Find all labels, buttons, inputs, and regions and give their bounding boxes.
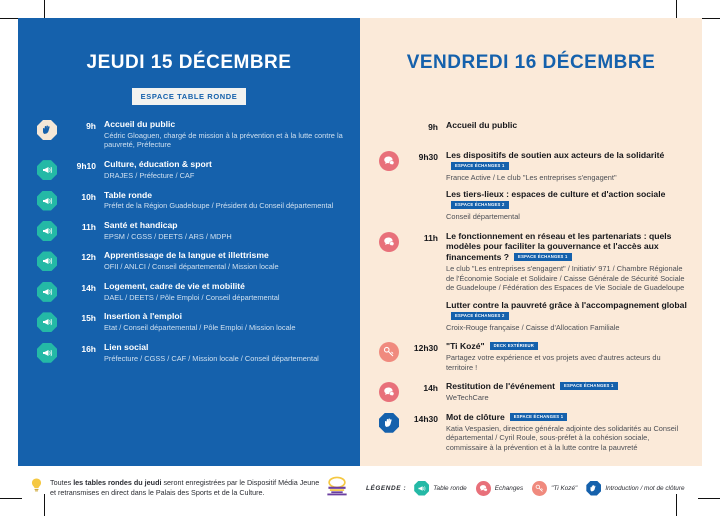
legend-item — [414, 481, 467, 496]
speech-bubbles-icon — [379, 382, 399, 402]
page-title-thursday: JEUDI 15 DÉCEMBRE — [86, 52, 292, 73]
schedule-row[interactable] — [18, 159, 360, 180]
schedule-row-time: 9h30 — [418, 152, 438, 162]
schedule-event-subtitle: WeTechCare — [446, 393, 489, 403]
megaphone-icon — [37, 221, 57, 241]
legend-item — [586, 481, 684, 496]
footer — [18, 466, 702, 510]
schedule-event-subtitle: Conseil départemental — [446, 211, 520, 221]
schedule-row-time: 11h — [81, 221, 96, 232]
stadium-icon — [326, 476, 348, 501]
schedule-row-body — [446, 341, 688, 372]
footer-note-block — [18, 476, 360, 501]
schedule-event — [446, 341, 688, 372]
schedule-event-subtitle: Croix-Rouge française / Caisse d'Allocation Familiale — [446, 322, 620, 332]
schedule-event-title: Santé et handicap — [104, 219, 178, 230]
schedule-event-subtitle: DRAJES / Préfecture / CAF — [104, 170, 195, 180]
schedule-row[interactable] — [18, 342, 360, 363]
schedule-event — [446, 231, 688, 293]
schedule-row[interactable] — [360, 231, 702, 333]
chat-key-icon — [379, 342, 399, 362]
schedule-row-time: 16h — [81, 343, 96, 354]
schedule-event — [104, 220, 346, 241]
schedule-event — [446, 381, 688, 402]
schedule-list-friday — [360, 120, 702, 452]
schedule-event — [104, 342, 346, 363]
schedule-row-time: 9h — [428, 122, 438, 132]
schedule-row[interactable] — [18, 311, 360, 332]
schedule-row-icon — [32, 159, 62, 180]
schedule-row-time: 14h — [423, 383, 438, 394]
megaphone-icon — [37, 343, 57, 363]
schedule-event — [104, 159, 346, 180]
room-tag-badge: ESPACE ÉCHANGES 1 — [514, 253, 572, 261]
schedule-row[interactable] — [360, 120, 702, 141]
hand-clap-icon — [586, 481, 601, 496]
schedule-row-icon — [32, 190, 62, 211]
legend-label: LÉGENDE : — [366, 484, 407, 492]
schedule-list-thursday — [18, 119, 360, 363]
schedule-row-body — [446, 150, 688, 222]
megaphone-icon — [37, 282, 57, 302]
schedule-event-subtitle: France Active / Le club "Les entreprises s'engagent" — [446, 172, 617, 182]
legend-item-label: "Ti Kozé" — [551, 484, 578, 492]
schedule-event-title: Mot de clôture ESPACE ÉCHANGES 1 — [446, 412, 688, 423]
schedule-row-time: 11h — [423, 232, 438, 243]
schedule-row-time: 12h30 — [413, 343, 438, 354]
schedule-row[interactable] — [360, 341, 702, 372]
schedule-event-subtitle: Préfecture / CGSS / CAF / Mission locale / Conseil départemental — [104, 353, 319, 363]
day-column-friday — [360, 18, 702, 466]
legend-block — [360, 481, 702, 496]
schedule-event-title: Lutter contre la pauvreté grâce à l'accompagnement globalESPACE ÉCHANGES 2 — [446, 300, 688, 322]
schedule-row-icon — [32, 220, 62, 241]
schedule-event-subtitle: Préfet de la Région Guadeloupe / Président du Conseil départemental — [104, 201, 334, 211]
schedule-row-body — [446, 412, 688, 453]
schedule-row-icon — [32, 281, 62, 302]
schedule-event-title: Logement, cadre de vie et mobilité — [104, 280, 245, 291]
schedule-row-time: 14h — [81, 282, 96, 293]
footer-note-bold: les tables rondes du jeudi — [73, 477, 162, 487]
schedule-row-icon — [32, 250, 62, 271]
schedule-row[interactable] — [360, 150, 702, 222]
schedule-row-icon — [374, 231, 404, 252]
page-title-friday: VENDREDI 16 DÉCEMBRE — [406, 52, 656, 73]
schedule-row-icon — [374, 120, 404, 141]
room-tag-badge: ESPACE ÉCHANGES 2 — [451, 201, 509, 209]
schedule-event-subtitle: Etat / Conseil départemental / Pôle Emploi / Mission locale — [104, 323, 296, 333]
schedule-event-subtitle: Katia Vespasien, directrice générale adjointe des solidarités au Conseil départemental / Cyril Roule, sous-préfet à la cohésion sociale, commissaire à la prévention et à la lutte contre la pauvreté — [446, 423, 679, 452]
schedule-event-title: Les dispositifs de soutien aux acteurs de la solidaritéESPACE ÉCHANGES 1 — [446, 150, 688, 172]
schedule-event-subtitle: Cédric Gloaguen, chargé de mission à la prévention et à la lutte contre la pauvreté, Préfecture — [104, 130, 343, 150]
schedule-row-icon — [32, 119, 62, 140]
legend-item-label: Introduction / mot de clôture — [605, 484, 685, 492]
schedule-row-icon — [32, 311, 62, 332]
schedule-row-icon — [374, 150, 404, 171]
schedule-row-body — [104, 250, 346, 271]
speech-bubbles-icon — [379, 232, 399, 252]
schedule-event-title: Accueil du public — [104, 119, 176, 129]
schedule-event-title: Insertion à l'emploi — [104, 311, 182, 322]
footer-note-text — [50, 478, 320, 499]
schedule-event — [446, 412, 688, 453]
schedule-row[interactable] — [360, 412, 702, 453]
legend-item — [532, 481, 577, 496]
schedule-event-title: Accueil du public — [446, 120, 518, 130]
room-tag-badge: ESPACE ÉCHANGES 2 — [451, 312, 509, 320]
schedule-event-subtitle: OFII / ANLCI / Conseil départemental / Mission locale — [104, 262, 279, 272]
hand-clap-icon — [37, 120, 57, 140]
speech-bubbles-icon — [476, 481, 491, 496]
schedule-row[interactable] — [18, 250, 360, 271]
schedule-row-body — [104, 342, 346, 363]
schedule-event — [446, 189, 688, 221]
schedule-row-body — [104, 159, 346, 180]
schedule-event-title: "Ti Kozé" DECK EXTÉRIEUR — [446, 341, 688, 352]
schedule-row-body — [104, 190, 346, 211]
schedule-row-icon — [374, 341, 404, 362]
schedule-row[interactable] — [360, 381, 702, 402]
schedule-row-body — [446, 231, 688, 333]
schedule-row-time: 9h10 — [76, 161, 96, 172]
speech-bubbles-icon — [379, 151, 399, 171]
schedule-row-body — [104, 281, 346, 302]
room-tag-badge: DECK EXTÉRIEUR — [490, 342, 539, 350]
schedule-event-title: Apprentissage de la langue et illettrisme — [104, 250, 269, 261]
chat-key-icon — [532, 481, 547, 496]
day-column-thursday — [18, 18, 360, 466]
schedule-event — [446, 150, 688, 182]
schedule-event — [104, 311, 346, 332]
legend-item-label: Table ronde — [433, 484, 467, 492]
megaphone-icon — [414, 481, 429, 496]
hand-clap-icon — [379, 413, 399, 433]
schedule-row[interactable] — [18, 281, 360, 302]
schedule-row[interactable] — [18, 220, 360, 241]
schedule-row-icon — [374, 381, 404, 402]
schedule-row-time: 14h30 — [413, 413, 438, 424]
schedule-event — [104, 281, 346, 302]
schedule-row-time: 9h — [86, 121, 96, 131]
footer-note-prefix: Toutes — [50, 477, 74, 487]
legend-items — [414, 481, 693, 496]
schedule-row-icon — [32, 342, 62, 363]
schedule-row-body — [104, 311, 346, 332]
schedule-row-icon — [374, 412, 404, 433]
schedule-row-body — [446, 381, 688, 402]
megaphone-icon — [37, 191, 57, 211]
schedule-event-subtitle: Le club "Les entreprises s'engagent" / Initiativ' 971 / Chambre Régionale de l'Économie Sociale et Solidaire / Caisse Générale de Sécurité Sociale de Guadeloupe / Fédération des Espaces de Vie Sociale de Guadeloupe — [446, 264, 685, 293]
room-tag-badge: ESPACE ÉCHANGES 1 — [560, 382, 618, 390]
schedule-event-title: Table ronde — [104, 189, 153, 200]
schedule-row-body — [104, 220, 346, 241]
megaphone-icon — [37, 160, 57, 180]
schedule-row-time: 15h — [81, 313, 96, 324]
megaphone-icon — [37, 312, 57, 332]
room-tag-badge: ESPACE ÉCHANGES 1 — [510, 413, 568, 421]
schedule-event-title: Le fonctionnement en réseau et les partenariats : quels modèles pour faciliter la gouvernance et l'accès aux financements ? ESPACE ÉCHANGES 1 — [446, 230, 672, 263]
legend-item — [476, 481, 523, 496]
schedule-row-body — [446, 120, 688, 131]
schedule-row-time: 10h — [81, 191, 96, 202]
room-badge-table-ronde: ESPACE TABLE RONDE — [132, 88, 247, 105]
schedule-event-subtitle: Partagez votre expérience et vos projets avec d'autres acteurs du territoire ! — [446, 353, 661, 372]
megaphone-icon — [37, 251, 57, 271]
schedule-event-title: Restitution de l'événement ESPACE ÉCHANGES 1 — [446, 381, 688, 392]
lightbulb-icon — [30, 478, 43, 498]
schedule-event — [446, 120, 688, 131]
schedule-event — [104, 250, 346, 271]
schedule-event-subtitle: DAEL / DEETS / Pôle Emploi / Conseil départemental — [104, 292, 280, 302]
schedule-row[interactable] — [18, 119, 360, 150]
room-tag-badge: ESPACE ÉCHANGES 1 — [451, 162, 509, 170]
schedule-event-title: Les tiers-lieux : espaces de culture et d'action socialeESPACE ÉCHANGES 2 — [446, 189, 688, 211]
schedule-event — [104, 119, 346, 150]
schedule-row-body — [104, 119, 346, 150]
icon-placeholder — [379, 121, 399, 141]
schedule-event-title: Lien social — [104, 341, 149, 352]
schedule-row[interactable] — [18, 190, 360, 211]
schedule-row-time: 12h — [81, 252, 96, 263]
legend-item-label: Echanges — [494, 484, 524, 492]
schedule-event-title: Culture, éducation & sport — [104, 159, 212, 170]
schedule-event — [104, 190, 346, 211]
schedule-event — [446, 300, 688, 332]
schedule-event-subtitle: EPSM / CGSS / DEETS / ARS / MDPH — [104, 231, 232, 241]
footer-note-suffix: seront enregistrées par le Dispositif Média Jeune et retransmises en direct dans le Palais des Sports et de la Culture. — [50, 477, 320, 497]
